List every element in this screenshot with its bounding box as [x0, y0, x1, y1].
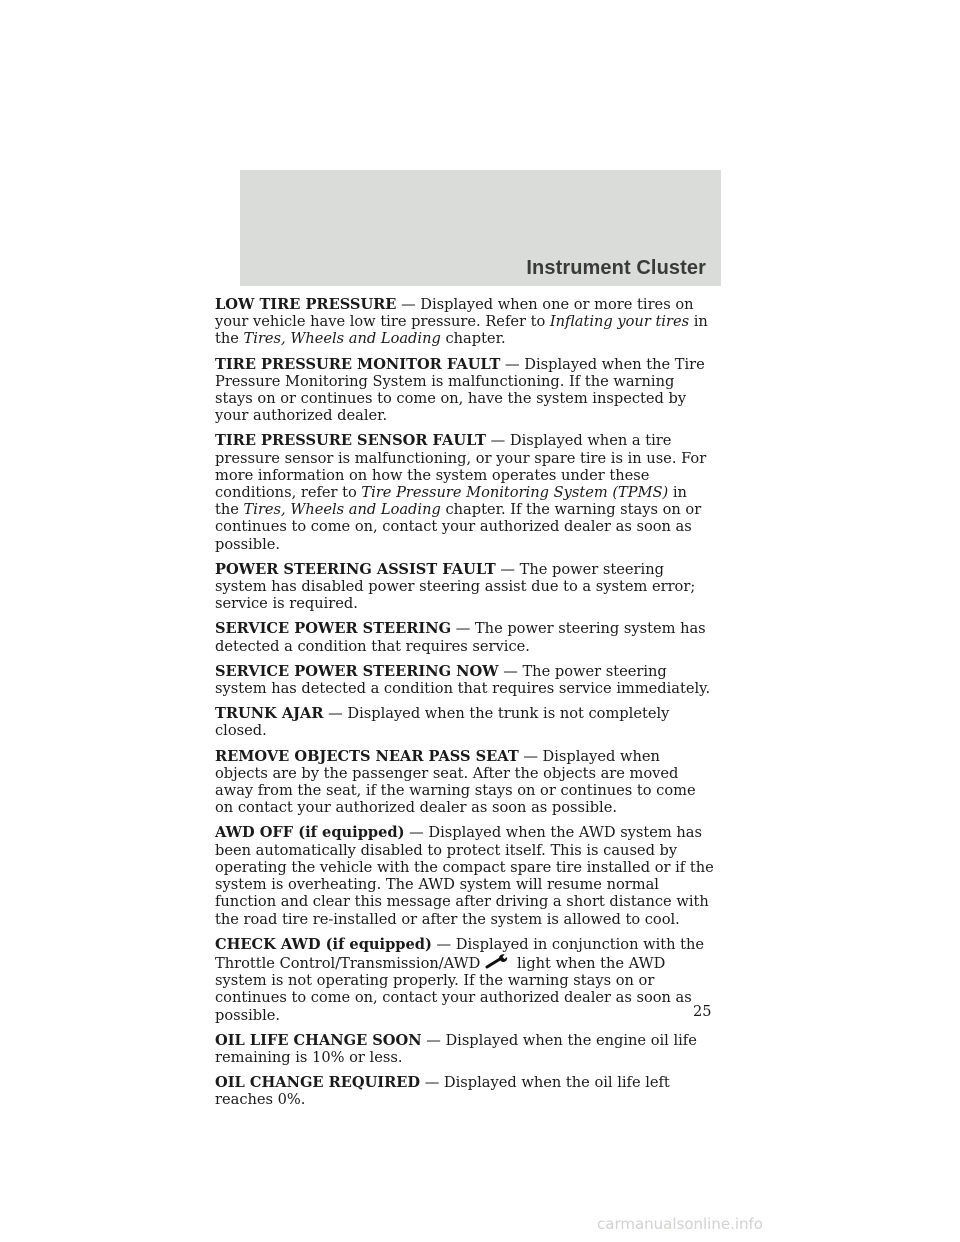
entry-term: OIL LIFE CHANGE SOON: [215, 1031, 422, 1049]
entry-low-tire-pressure: LOW TIRE PRESSURE — Displayed when one or more tires on your vehicle have low tire pressure. Refer to Inflating your tires in the Tires, Wheels and Loading chapter.: [215, 296, 708, 348]
entry-service-power-steering: SERVICE POWER STEERING — The power steering system has detected a condition that requires service.: [215, 620, 706, 655]
entry-term: SERVICE POWER STEERING: [215, 620, 452, 638]
entry-term: TIRE PRESSURE MONITOR FAULT: [215, 355, 501, 373]
watermark: carmanualsonline.info: [597, 1215, 763, 1233]
page-number: 25: [693, 1003, 712, 1020]
entry-power-steering-assist-fault: POWER STEERING ASSIST FAULT — The power steering system has disabled power steering assist due to a system error; service is required.: [215, 560, 696, 613]
entry-awd-off: AWD OFF (if equipped) — Displayed when the AWD system has been automatically disabled to protect itself. This is caused by operating the vehicle with the compact spare tire installed or if the system is overheating. The AWD system will resume normal function and clear this message after driving a short distance with the road tire re-installed or after the system is allowed to cool.: [215, 824, 714, 928]
entry-remove-objects-near-pass-seat: REMOVE OBJECTS NEAR PASS SEAT — Displayed when objects are by the passenger seat. After the objects are moved away from the seat, if the warning stays on or continues to come on contact your authorized dealer as soon as possible.: [215, 747, 696, 817]
entry-term: REMOVE OBJECTS NEAR PASS SEAT: [215, 747, 519, 765]
entry-term: TIRE PRESSURE SENSOR FAULT: [215, 432, 487, 450]
entry-service-power-steering-now: SERVICE POWER STEERING NOW — The power steering system has detected a condition that requires service immediately.: [215, 662, 711, 698]
entry-term: TRUNK AJAR: [215, 705, 324, 723]
entry-oil-change-required: OIL CHANGE REQUIRED — Displayed when the oil life left reaches 0%.: [215, 1074, 670, 1109]
entry-check-awd: CHECK AWD (if equipped) — Displayed in conjunction with the Throttle Control/Transmission/AWD light when the AWD system is not operating properly. If the warning stays on or continues to come on, contact your authorized dealer as soon as possible.: [215, 935, 705, 1024]
entry-tire-pressure-monitor-fault: TIRE PRESSURE MONITOR FAULT — Displayed when the Tire Pressure Monitoring System is malfunctioning. If the warning stays on or continues to come on, have the system inspected by your authorized dealer.: [215, 355, 705, 425]
entry-term: SERVICE POWER STEERING NOW: [215, 662, 499, 680]
entry-term: LOW TIRE PRESSURE: [215, 296, 397, 313]
section-header-band: [240, 170, 721, 286]
entry-trunk-ajar: TRUNK AJAR — Displayed when the trunk is not completely closed.: [215, 705, 670, 740]
entry-tire-pressure-sensor-fault: TIRE PRESSURE SENSOR FAULT — Displayed when a tire pressure sensor is malfunctioning, or your spare tire is in use. For more information on how the system operates under these conditions, refer to Tire Pressure Monitoring System (TPMS) in the Tires, Wheels and Loading chapter. If the warning stays on or continues to come on, contact your authorized dealer as soon as possible.: [215, 432, 707, 553]
entry-term: CHECK AWD (if equipped): [215, 935, 432, 953]
entry-term: POWER STEERING ASSIST FAULT: [215, 560, 496, 578]
section-title: Instrument Cluster: [526, 257, 706, 279]
wrench-icon: [485, 953, 511, 969]
entry-term: AWD OFF (if equipped): [215, 824, 405, 842]
page-content: [215, 296, 715, 1117]
entry-oil-life-change-soon: OIL LIFE CHANGE SOON — Displayed when the engine oil life remaining is 10% or less.: [215, 1031, 697, 1066]
entry-term: OIL CHANGE REQUIRED: [215, 1074, 421, 1092]
